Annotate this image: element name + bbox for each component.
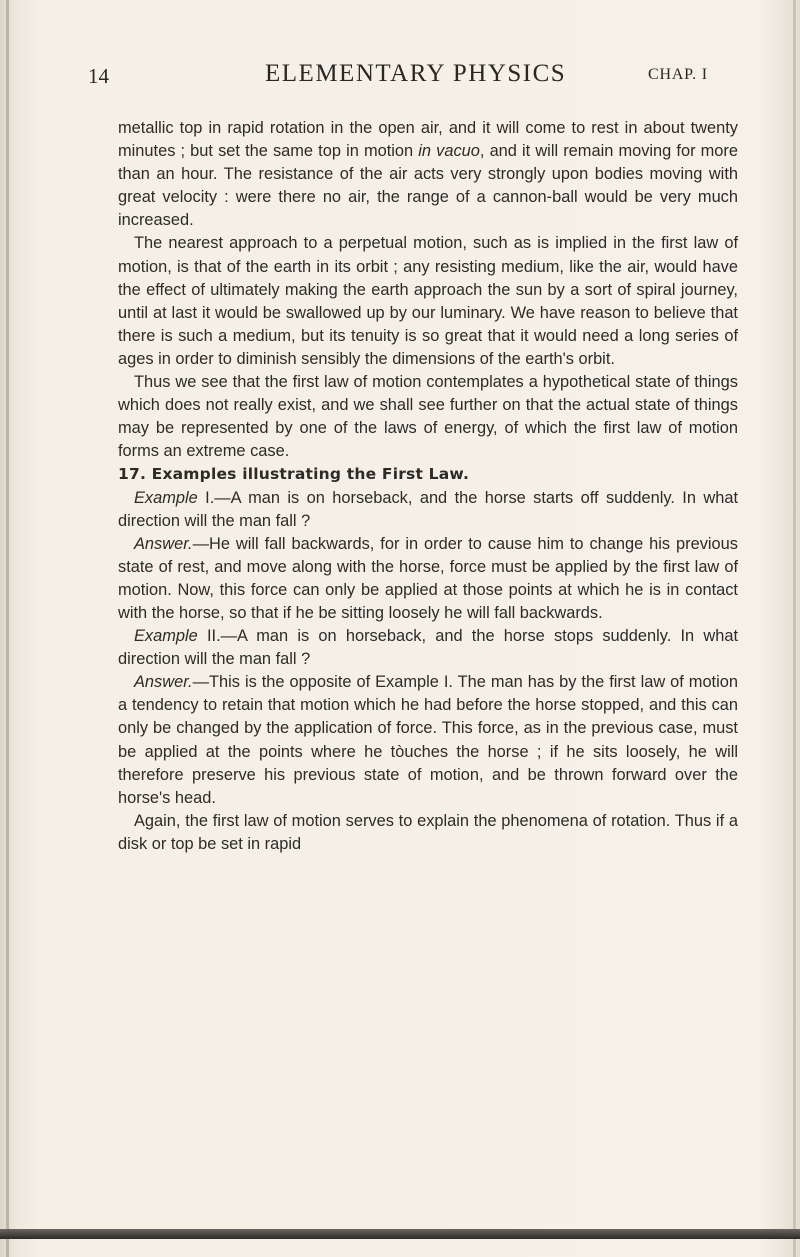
body-text [118,117,738,856]
text-run: II.—A man is on horseback, and the horse stops suddenly. In what direction will the man fall ? [118,627,738,669]
text-run: —He will fall backwards, for in order to cause him to change his previous state of rest, and move along with the horse, force must be applied by the first law of motion. Now, this force can only be applied at those points at which he is in contact with the horse, so that if he be sitting loosely he will fall backwards. [118,534,738,622]
italic-text: Example [134,627,198,646]
paragraph [118,671,738,810]
text-run: The nearest approach to a perpetual motion, such as is implied in the first law of motion, is that of the earth in its orbit ; any resisting medium, like the air, would have the effect of ultimately making the earth approach the sun by a sort of spiral journey, until at last it would be swallowed up by our luminary. We have reason to believe that there is such a medium, but its tenuity is so great that it would need a long series of ages in order to diminish sensibly the dimensions of the earth's orbit. [118,234,738,368]
paragraph [118,810,738,856]
section-heading [118,463,738,486]
page-number: 14 [88,64,109,88]
chapter-label: CHAP. I [648,66,708,83]
text-run: Thus we see that the first law of motion contemplates a hypothetical state of things which does not really exist, and we shall see further on that the actual state of things may be represented by one of the laws of energy, of which the first law of motion forms an extreme case. [118,373,738,461]
paragraph [118,487,738,533]
running-head: ELEMENTARY PHYSICS [265,60,567,87]
paragraph [118,533,738,625]
paragraph [118,117,738,232]
text-run: Again, the first law of motion serves to explain the phenomena of rotation. Thus if a disk or top be set in rapid [118,811,738,853]
text-run: metallic top in rapid rotation in the open air, and it will come to rest in about twenty minutes ; but set the same top in motion [118,119,738,161]
text-run: —This is the opposite of Example I. The man has by the first law of motion a tendency to retain that motion which he had before the horse stopped, and this can only be changed by the application of force. This force, as in the previous case, must be applied at the points where he tòuches the horse ; if he sits loosely, he will therefore preserve his previous state of motion, and be thrown forward over the horse's head. [118,673,738,807]
italic-text: Example [134,488,198,507]
page-bottom-shadow [0,1229,800,1239]
text-run: I.—A man is on horseback, and the horse starts off suddenly. In what direction will the man fall ? [118,488,738,530]
paragraph [118,371,738,463]
italic-text: Answer. [134,673,193,692]
text-run: 17. Examples illustrating the First Law. [118,465,470,484]
page-edge [793,0,796,1257]
text-run: , and it will remain moving for more than an hour. The resistance of the air acts very strongly upon bodies moving with great velocity : were there no air, the range of a cannon-ball would be very much increased. [118,142,738,230]
paragraph [118,232,738,371]
page-header [0,60,800,96]
paragraph [118,625,738,671]
italic-text: in vacuo [418,142,480,161]
italic-text: Answer. [134,534,193,553]
binding-gutter [6,0,9,1257]
